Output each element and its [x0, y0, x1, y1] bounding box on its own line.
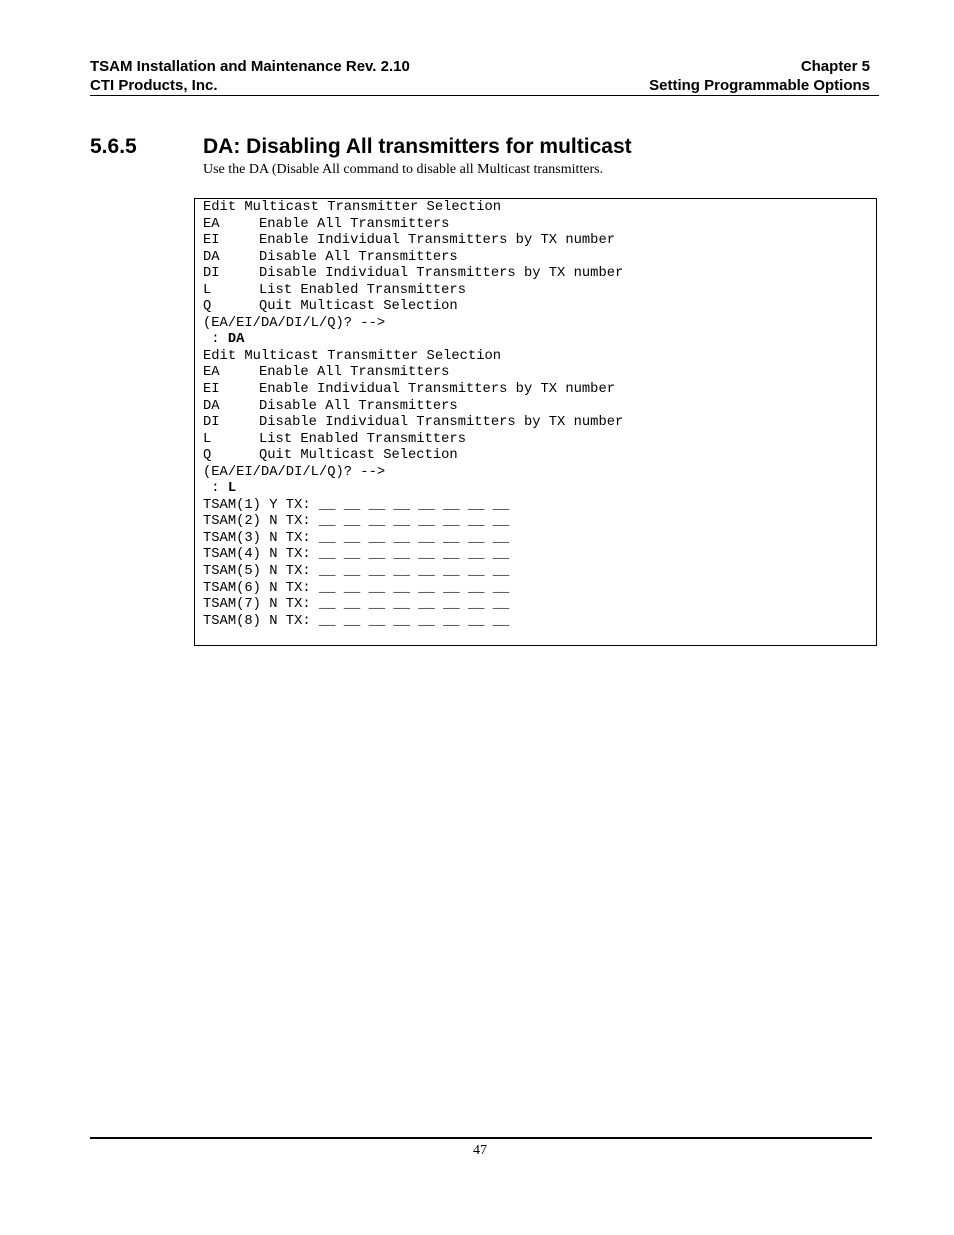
menu-item-description: Disable Individual Transmitters by TX number [259, 415, 624, 431]
menu-item-code: EA [203, 365, 220, 381]
tsam-row [203, 547, 623, 564]
menu-item-code: EI [203, 233, 220, 249]
section-title: DA: Disabling All transmitters for multicast [203, 135, 632, 158]
menu-item-description: Disable All Transmitters [259, 398, 458, 414]
menu-item-code: EI [203, 382, 220, 398]
menu-item-line [203, 299, 623, 316]
menu-item-code: L [203, 282, 212, 298]
header-divider [90, 95, 879, 96]
input-prefix: : [203, 481, 228, 497]
terminal-output [203, 200, 623, 630]
tsam-row [203, 581, 623, 598]
menu-item-description: Quit Multicast Selection [259, 299, 458, 315]
tsam-row [203, 514, 623, 531]
menu-item-code: DA [203, 249, 220, 265]
prompt-line [203, 316, 623, 333]
menu-item-line [203, 448, 623, 465]
tsam-row [203, 531, 623, 548]
user-input-2: L [227, 481, 237, 497]
menu-item-description: Enable All Transmitters [259, 216, 450, 232]
menu-item-line [203, 432, 623, 449]
menu-item-line [203, 415, 623, 432]
tsam-row-text: TSAM(5) N TX: __ __ __ __ __ __ __ __ [203, 564, 510, 580]
tsam-row-text: TSAM(1) Y TX: __ __ __ __ __ __ __ __ [203, 497, 510, 513]
menu-item-line [203, 365, 623, 382]
user-input-line [203, 332, 623, 349]
menu-item-code: EA [203, 216, 220, 232]
tsam-row [203, 498, 623, 515]
header-company: CTI Products, Inc. [90, 77, 218, 94]
header-document-title: TSAM Installation and Maintenance Rev. 2.10 [90, 58, 410, 75]
menu-prompt: (EA/EI/DA/DI/L/Q)? --> [203, 464, 386, 480]
footer-divider [90, 1137, 872, 1139]
user-input-line [203, 481, 623, 498]
tsam-row-text: TSAM(8) N TX: __ __ __ __ __ __ __ __ [203, 613, 510, 629]
menu-item-line [203, 399, 623, 416]
section-number: 5.6.5 [90, 135, 137, 158]
tsam-row [203, 614, 623, 631]
section-intro: Use the DA (Disable All command to disable all Multicast transmitters. [203, 162, 604, 177]
menu-item-line [203, 250, 623, 267]
header-chapter-title: Setting Programmable Options [649, 77, 870, 94]
menu-item-code: Q [203, 448, 212, 464]
tsam-row-text: TSAM(2) N TX: __ __ __ __ __ __ __ __ [203, 514, 510, 530]
menu-item-description: Enable Individual Transmitters by TX number [259, 233, 616, 249]
menu-item-description: Disable All Transmitters [259, 249, 458, 265]
menu-item-code: DA [203, 398, 220, 414]
page-header [90, 57, 870, 95]
menu-item-description: Enable Individual Transmitters by TX number [259, 382, 616, 398]
menu-item-description: List Enabled Transmitters [259, 282, 466, 298]
menu-title: Edit Multicast Transmitter Selection [203, 348, 502, 364]
user-input-1: DA [227, 332, 245, 348]
terminal-example-box [194, 198, 877, 646]
menu-title: Edit Multicast Transmitter Selection [203, 200, 502, 215]
tsam-row-text: TSAM(6) N TX: __ __ __ __ __ __ __ __ [203, 580, 510, 596]
menu-item-description: List Enabled Transmitters [259, 431, 466, 447]
section-heading [90, 134, 890, 160]
menu-title-line [203, 200, 623, 217]
tsam-row-text: TSAM(4) N TX: __ __ __ __ __ __ __ __ [203, 547, 510, 563]
menu-item-line [203, 283, 623, 300]
menu-title-line [203, 349, 623, 366]
menu-item-description: Quit Multicast Selection [259, 448, 458, 464]
tsam-row [203, 597, 623, 614]
input-prefix: : [203, 332, 228, 348]
menu-item-description: Disable Individual Transmitters by TX number [259, 266, 624, 282]
tsam-row-text: TSAM(3) N TX: __ __ __ __ __ __ __ __ [203, 530, 510, 546]
menu-item-code: DI [203, 415, 220, 431]
menu-item-line [203, 233, 623, 250]
tsam-row [203, 564, 623, 581]
menu-item-code: L [203, 431, 212, 447]
menu-item-line [203, 266, 623, 283]
tsam-row-text: TSAM(7) N TX: __ __ __ __ __ __ __ __ [203, 597, 510, 613]
page-number: 47 [473, 1143, 487, 1158]
menu-item-code: DI [203, 266, 220, 282]
menu-item-line [203, 382, 623, 399]
header-chapter: Chapter 5 [800, 58, 870, 75]
menu-item-code: Q [203, 299, 212, 315]
menu-prompt: (EA/EI/DA/DI/L/Q)? --> [203, 315, 386, 331]
menu-item-line [203, 217, 623, 234]
prompt-line [203, 465, 623, 482]
menu-item-description: Enable All Transmitters [259, 365, 450, 381]
